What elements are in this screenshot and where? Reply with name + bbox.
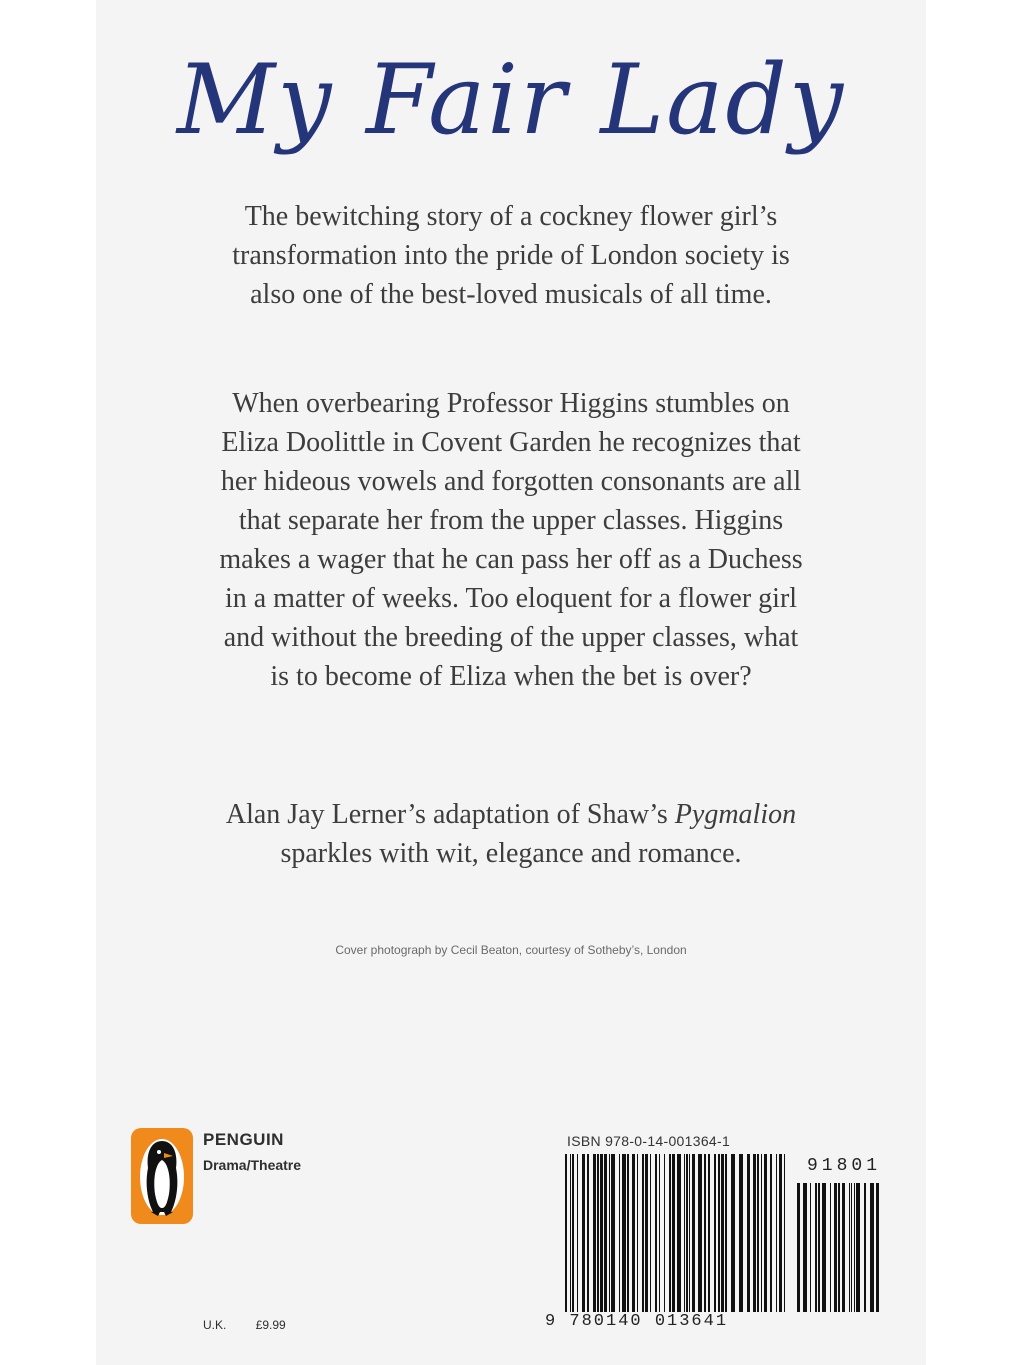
barcode-bar [632, 1154, 635, 1312]
blurb-line: is to become of Eliza when the bet is over? [270, 661, 752, 692]
barcode-bar [627, 1154, 629, 1312]
barcode-bar [597, 1154, 599, 1312]
barcode-bar [622, 1154, 626, 1312]
barcode-bar [830, 1183, 831, 1312]
barcode-bar [593, 1154, 596, 1312]
blurb-line: makes a wager that he can pass her off as a Duchess [219, 544, 803, 575]
barcode-bar [718, 1154, 720, 1312]
blurb-paragraph-1 [96, 197, 926, 314]
book-title: My Fair Lady [176, 44, 846, 156]
blurb-line: also one of the best-loved musicals of all time. [250, 279, 772, 310]
blurb-paragraph-2 [96, 384, 926, 696]
isbn-label: ISBN 978-0-14-001364-1 [567, 1133, 731, 1149]
barcode-bar [572, 1154, 574, 1312]
barcode-bar [698, 1154, 702, 1312]
barcode-bar [655, 1154, 657, 1312]
barcode-bar [686, 1154, 688, 1312]
barcode-bar [684, 1154, 685, 1312]
barcode-bar [677, 1154, 681, 1312]
barcode-bar [600, 1154, 603, 1312]
blurb-line: that separate her from the upper classes. Higgins [238, 505, 784, 536]
barcode-bar [849, 1183, 850, 1312]
photo-credit: Cover photograph by Cecil Beaton, courtesy of Sotheby’s, London [335, 943, 687, 957]
barcode-bar [864, 1183, 866, 1312]
blurb-line: sparkles with wit, elegance and romance. [280, 838, 742, 869]
blurb-paragraph-3 [96, 795, 926, 873]
barcode-bar [797, 1183, 800, 1312]
blurb-line [96, 795, 926, 834]
barcode-bar [570, 1154, 571, 1312]
barcode-bar [692, 1154, 695, 1312]
blurb-text: Alan Jay Lerner’s adaptation of Shaw’s [225, 799, 668, 830]
barcode-bar [770, 1154, 772, 1312]
barcode-bar [764, 1154, 767, 1312]
barcode-bar [876, 1183, 879, 1312]
blurb-line: her hideous vowels and forgotten consonants are all [220, 466, 802, 497]
barcode-bar [854, 1183, 855, 1312]
barcode-bar [689, 1154, 690, 1312]
barcode-bar [784, 1154, 785, 1312]
barcode-bar [822, 1183, 826, 1312]
barcode-bar [747, 1154, 750, 1312]
ean-digits: 9 780140 013641 [545, 1312, 729, 1331]
barcode-bar [776, 1154, 777, 1312]
barcode-bar [815, 1183, 817, 1312]
barcode-bar [725, 1154, 727, 1312]
blurb-line: and without the breeding of the upper classes, what [223, 622, 799, 653]
barcode-bar [842, 1183, 845, 1312]
barcode-bar [739, 1154, 743, 1312]
barcode-bar [577, 1154, 578, 1312]
barcode-bar [587, 1154, 589, 1312]
barcode-bar [834, 1183, 837, 1312]
ean-barcode [565, 1154, 785, 1312]
barcode-bar [851, 1183, 852, 1312]
barcode-bar [714, 1154, 716, 1312]
blurb-line: in a matter of weeks. Too eloquent for a flower girl [224, 583, 798, 614]
price-label [203, 1318, 312, 1332]
barcode-bar [582, 1154, 585, 1312]
barcode-bar [779, 1154, 782, 1312]
barcode-bar [810, 1183, 811, 1312]
barcode-bar [721, 1154, 724, 1312]
barcode-bar [669, 1154, 671, 1312]
barcode-bar [609, 1154, 610, 1312]
barcode-bar [642, 1154, 644, 1312]
barcode-bar [659, 1154, 660, 1312]
play-title-italic: Pygmalion [674, 799, 797, 830]
blurb-line: transformation into the pride of London society is [232, 240, 790, 271]
barcode-bar [708, 1154, 710, 1312]
barcode-bar [619, 1154, 620, 1312]
barcode-bar [604, 1154, 607, 1312]
barcode-bar [803, 1183, 807, 1312]
barcode-bar [870, 1183, 874, 1312]
blurb-line: The bewitching story of a cockney flower girl’s [244, 201, 778, 232]
barcode-bar [645, 1154, 648, 1312]
barcode-bar [761, 1154, 762, 1312]
addon-digits: 91801 [807, 1156, 882, 1176]
barcode-bar [838, 1183, 840, 1312]
blurb-line: When overbearing Professor Higgins stumbles on [232, 388, 790, 419]
barcode-bar [757, 1154, 759, 1312]
barcode-bar [753, 1154, 756, 1312]
barcode-bar [664, 1154, 665, 1312]
addon-barcode [797, 1183, 879, 1312]
blurb-line: Eliza Doolittle in Covent Garden he recognizes that [221, 427, 801, 458]
barcode-bar [818, 1183, 820, 1312]
price-country: U.K. [203, 1318, 227, 1332]
barcode-bar [637, 1154, 638, 1312]
barcode-bar [704, 1154, 706, 1312]
price-amount: £9.99 [255, 1318, 286, 1332]
barcode-bar [672, 1154, 675, 1312]
publisher-name: PENGUIN [203, 1130, 284, 1149]
barcode-bar [731, 1154, 735, 1312]
publisher-imprint [203, 1130, 301, 1173]
barcode-bar [565, 1154, 567, 1312]
barcode-bar [856, 1183, 860, 1312]
penguin-logo-icon [131, 1128, 193, 1224]
barcode-bar [611, 1154, 615, 1312]
barcode-bar [650, 1154, 651, 1312]
category-label: Drama/Theatre [203, 1157, 302, 1173]
